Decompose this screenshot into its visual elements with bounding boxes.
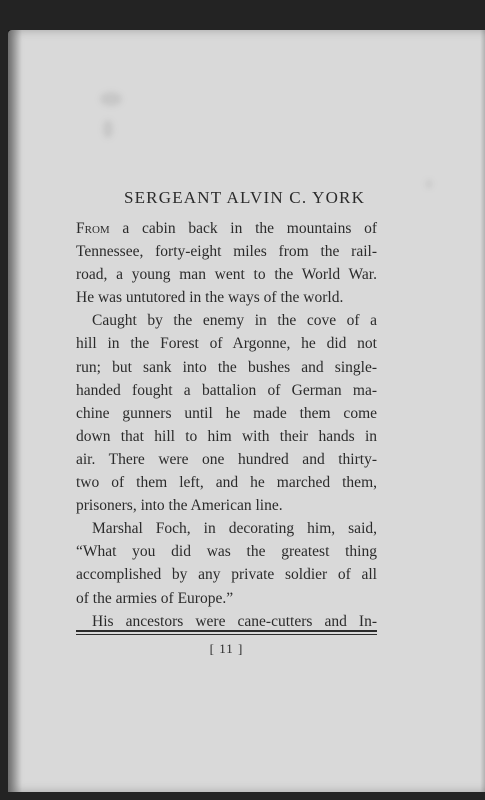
text-line: two of them left, and he marched them, <box>76 474 377 492</box>
text-line: “What you did was the greatest thing <box>76 543 377 561</box>
text-line <box>76 217 377 240</box>
text-line: road, a young man went to the World War. <box>76 266 377 284</box>
text-line: He was untutored in the ways of the world. <box>76 289 344 307</box>
page-number: [ 11 ] <box>209 641 244 656</box>
lead-word: From <box>76 220 110 237</box>
text-line: His ancestors were cane-cutters and In- <box>92 612 377 630</box>
text-line: Tennessee, forty-eight miles from the rail- <box>76 243 377 261</box>
chapter-title: SERGEANT ALVIN C. YORK <box>123 188 366 207</box>
text-line: hill in the Forest of Argonne, he did not <box>76 335 377 353</box>
rule-thin <box>76 634 377 635</box>
stain-mark <box>103 120 113 138</box>
stain-mark <box>426 180 432 188</box>
text-line: prisoners, into the American line. <box>76 497 283 515</box>
text-line: chine gunners until he made them come <box>76 404 377 422</box>
page-edge-shadow <box>480 30 485 792</box>
text-line: handed fought a battalion of German ma- <box>76 381 377 399</box>
text-line: Marshal Foch, in decorating him, said, <box>92 520 377 538</box>
text-line: run; but sank into the bushes and single- <box>76 358 377 376</box>
text-line: accomplished by any private soldier of all <box>76 566 377 584</box>
footer-double-rule <box>76 630 377 635</box>
text-line: air. There were one hundred and thirty- <box>76 450 377 468</box>
text-line-rest: a cabin back in the mountains of <box>109 220 377 237</box>
rule-thick <box>76 630 377 632</box>
gutter-shadow <box>8 30 22 792</box>
text-line: of the armies of Europe.” <box>76 589 234 607</box>
stain-mark <box>100 92 122 106</box>
text-line: down that hill to him with their hands in <box>76 427 377 445</box>
text-line: Caught by the enemy in the cove of a <box>92 312 377 330</box>
page-text <box>76 187 377 633</box>
